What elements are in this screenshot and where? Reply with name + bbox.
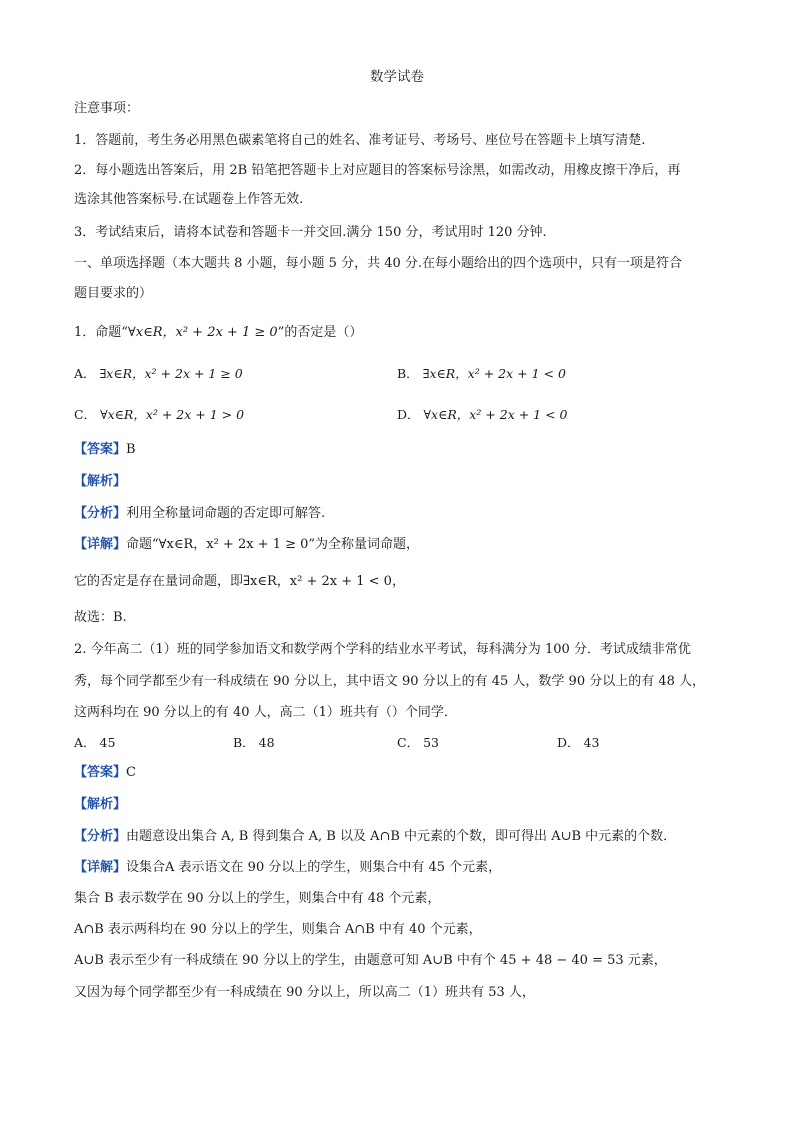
- notice-heading: 注意事项：: [74, 101, 140, 116]
- q2-option-b: [233, 733, 275, 753]
- option-text: 48: [258, 735, 275, 750]
- q1-analysis-heading: [74, 472, 126, 492]
- option-label: B．: [397, 366, 419, 381]
- q1-stem-suffix: ”的否定是（）: [277, 325, 363, 340]
- q2-option-d: [557, 733, 599, 753]
- section-heading-line-1: 一、单项选择题（本大题共 8 小题，每小题 5 分，共 40 分.在每小题给出的四个选项中，只有一项是符合: [74, 256, 683, 271]
- q2-option-a: [74, 733, 115, 753]
- option-text: ∃x∈R，x² + 2x + 1 < 0: [422, 366, 566, 381]
- q2-answer: [74, 763, 136, 783]
- q1-option-b: [397, 364, 566, 384]
- analysis-tag: 【解析】: [74, 474, 127, 489]
- option-label: D．: [397, 407, 420, 422]
- page-title: 数学试卷: [370, 69, 424, 85]
- answer-tag: 【答案】: [74, 765, 127, 780]
- q2-line-b: 集合 B 表示数学在 90 分以上的学生，则集合中有 48 个元素，: [74, 891, 441, 906]
- option-label: A．: [74, 735, 96, 750]
- option-text: ∀x∈R，x² + 2x + 1 < 0: [423, 407, 568, 422]
- q2-line-last: 又因为每个同学都至少有一科成绩在 90 分以上，所以高二（1）班共有 53 人，: [74, 985, 535, 1000]
- option-label: C．: [397, 735, 420, 750]
- section-heading-line-2: 题目要求的）: [74, 286, 153, 301]
- fenxi-tag: 【分析】: [74, 506, 127, 521]
- q1-xiangjie-line-2: 它的否定是存在量词命题，即∃x∈R，x² + 2x + 1 < 0，: [74, 574, 405, 589]
- q1-fenxi: [74, 504, 325, 524]
- q2-option-c: [397, 733, 439, 753]
- option-text: ∃x∈R，x² + 2x + 1 ≥ 0: [99, 366, 243, 381]
- fenxi-text: 利用全称量词命题的否定即可解答.: [126, 506, 326, 521]
- option-text: 45: [99, 735, 116, 750]
- fenxi-tag: 【分析】: [74, 829, 127, 844]
- xiangjie-tag: 【详解】: [74, 860, 127, 875]
- q2-stem-line-2: 秀，每个同学都至少有一科成绩在 90 分以上，其中语文 90 分以上的有 45 人，数学 90 分以上的有 48 人，: [74, 674, 706, 689]
- q1-option-a: [74, 364, 243, 384]
- option-text: ∀x∈R，x² + 2x + 1 > 0: [100, 407, 245, 422]
- q1-stem: [74, 323, 362, 343]
- analysis-tag: 【解析】: [74, 797, 127, 812]
- fenxi-text: 由题意设出集合 A, B 得到集合 A, B 以及 A∩B 中元素的个数，即可得出 A∪B 中元素的个数．: [126, 829, 677, 844]
- q2-stem-line-3: 这两科均在 90 分以上的有 40 人，高二（1）班共有（）个同学．: [74, 705, 457, 720]
- notice-item-2-line-1: 2．每小题选出答案后，用 2B 铅笔把答题卡上对应题目的答案标号涂黑，如需改动，用橡皮擦干净后，再: [74, 163, 681, 178]
- xiangjie-text: 设集合A 表示语文在 90 分以上的学生，则集合中有 45 个元素，: [126, 860, 502, 875]
- option-label: D．: [557, 735, 580, 750]
- xiangjie-text: 命题“∀x∈R，x² + 2x + 1 ≥ 0”为全称量词命题，: [126, 537, 420, 552]
- option-text: 43: [583, 735, 600, 750]
- option-label: C．: [74, 407, 97, 422]
- answer-tag: 【答案】: [74, 442, 127, 457]
- notice-item-2-line-2: 选涂其他答案标号.在试题卷上作答无效.: [74, 192, 304, 207]
- answer-value: C: [126, 765, 136, 780]
- option-label: A．: [74, 366, 96, 381]
- answer-value: B: [126, 442, 136, 457]
- option-label: B．: [233, 735, 255, 750]
- notice-item-3: 3．考试结束后，请将本试卷和答题卡一并交回.满分 150 分，考试用时 120 分钟.: [74, 225, 547, 240]
- q2-fenxi: [74, 827, 676, 847]
- q1-stem-prefix: 1．命题“: [74, 325, 128, 340]
- q1-answer: [74, 440, 136, 460]
- q1-stem-math: ∀x∈R，x² + 2x + 1 ≥ 0: [127, 325, 278, 340]
- notice-item-1: 1．答题前，考生务必用黑色碳素笔将自己的姓名、准考证号、考场号、座位号在答题卡上填写清楚.: [74, 133, 646, 148]
- q2-stem-line-1: 2. 今年高二（1）班的同学参加语文和数学两个学科的结业水平考试，每科满分为 100 分．考试成绩非常优: [74, 642, 691, 657]
- q1-xiangjie-line-1: [74, 535, 419, 555]
- option-text: 53: [423, 735, 439, 750]
- q2-xiangjie-line-1: [74, 858, 501, 878]
- q2-line-a-intersect-b: A∩B 表示两科均在 90 分以上的学生，则集合 A∩B 中有 40 个元素，: [74, 922, 482, 937]
- q1-choose: 故选：B.: [74, 610, 127, 625]
- q2-line-a-union-b: A∪B 表示至少有一科成绩在 90 分以上的学生，由题意可知 A∪B 中有个 45 + 48 − 40 = 53 元素，: [74, 953, 667, 968]
- q1-option-c: [74, 405, 244, 425]
- q1-option-d: [397, 405, 568, 425]
- xiangjie-tag: 【详解】: [74, 537, 127, 552]
- q2-analysis-heading: [74, 795, 126, 815]
